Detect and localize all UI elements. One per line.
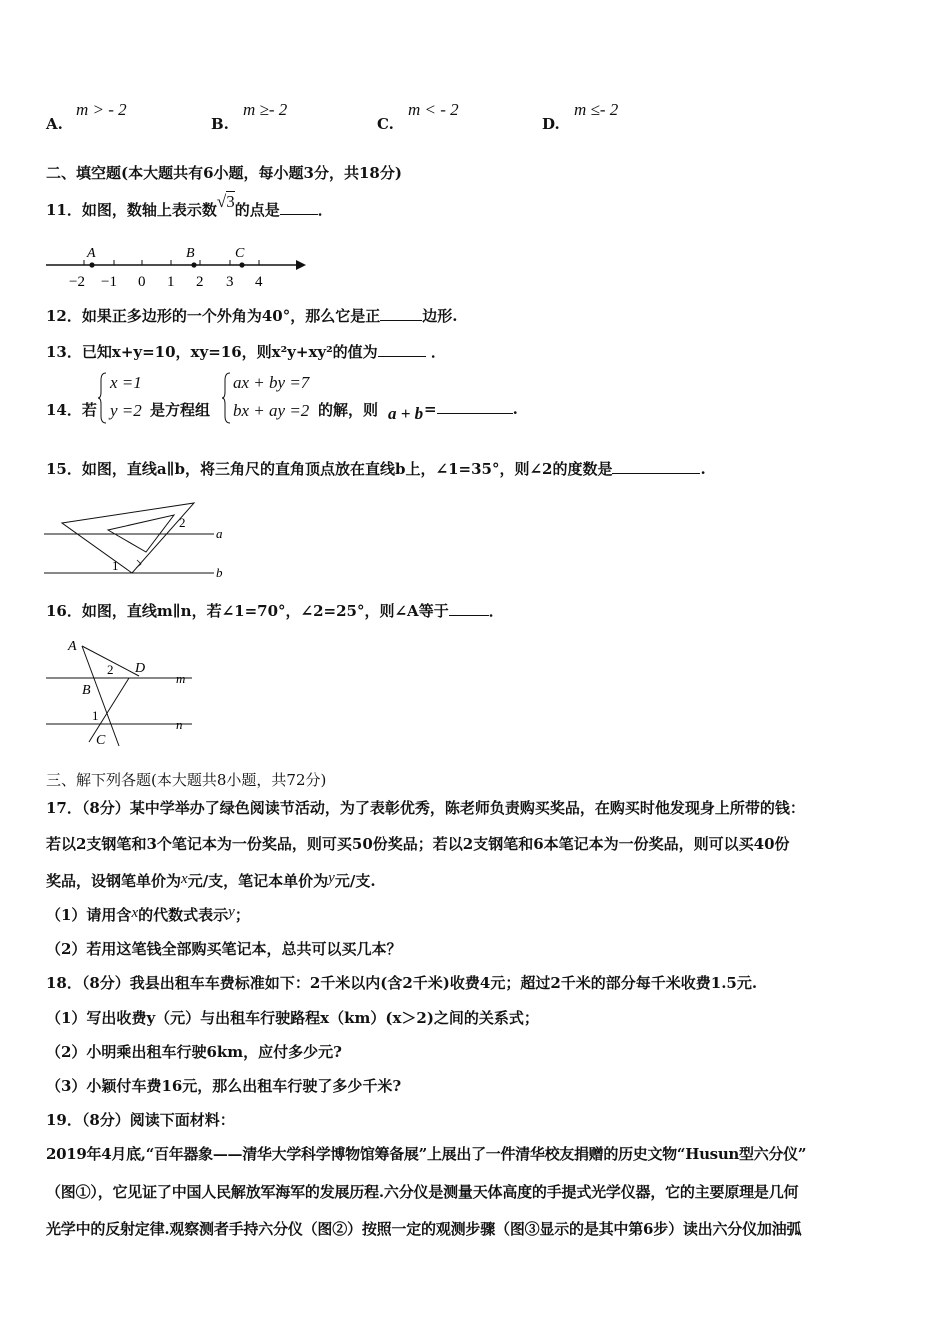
q19-line4: 光学中的反射定律.观察测者手持六分仪（图②）按照一定的观测步骤（图③显示的是其中第6步）读出六分仪加油弧 <box>46 1220 802 1238</box>
q19-line1: 19．（8分）阅读下面材料： <box>46 1111 235 1129</box>
tick-neg1: −1 <box>101 274 117 290</box>
q13-text: 13．已知x+y=10，xy=16，则x²y+xy²的值为 <box>46 343 378 361</box>
q17-line3 <box>46 870 376 891</box>
option-d-expr: m ≤- 2 <box>574 100 619 119</box>
q14-pre: 14．若 <box>46 401 97 419</box>
fig16-label-2: 2 <box>107 662 114 677</box>
label-c: C <box>235 246 245 261</box>
question-11: 11．如图，数轴上表示数√3的点是 ． <box>46 192 333 219</box>
q11-blank[interactable] <box>280 200 318 215</box>
q14-blank[interactable] <box>437 399 513 414</box>
var-x-2: x <box>131 905 139 921</box>
tick-neg2: −2 <box>69 274 85 290</box>
fig15-label-1: 1 <box>112 558 119 573</box>
q12-post: 边形. <box>422 307 458 325</box>
fig16-label-d: D <box>135 661 146 676</box>
q12-blank[interactable] <box>380 306 422 321</box>
option-b-label: B. <box>211 115 229 133</box>
q18-sub1: （1）写出收费y（元）与出租车行驶路程x（km）(x＞2)之间的关系式； <box>46 1009 539 1027</box>
fig16-label-m: m <box>176 671 186 686</box>
q12-pre: 12．如果正多边形的一个外角为40°，那么它是正 <box>46 307 381 325</box>
q17-line3a: 奖品，设钢笔单价为 <box>46 872 182 890</box>
section3-title: 三、解下列各题(本大题共8小题，共72分) <box>46 771 327 789</box>
fig15-label-b: b <box>216 565 223 580</box>
section2-title: 二、填空题(本大题共有6小题，每小题3分，共18分) <box>46 164 402 182</box>
fig16-label-n: n <box>176 717 183 732</box>
tick-2: 2 <box>196 274 204 290</box>
q17-sub1b: 的代数式表示 <box>138 906 229 924</box>
var-x: x <box>181 871 188 887</box>
figure-16 <box>44 636 214 750</box>
q14-eq: = <box>424 400 437 418</box>
fig16-label-a: A <box>68 639 77 654</box>
q17-sub2: （2）若用这笔钱全部购买笔记本，总共可以买几本？ <box>46 940 402 958</box>
point-b <box>191 262 196 267</box>
option-d-label: D. <box>542 115 560 133</box>
fig15-label-a: a <box>216 526 223 541</box>
tick-0: 0 <box>138 274 146 290</box>
sys1-eq2: y =2 <box>110 401 142 420</box>
brace-1 <box>98 372 108 424</box>
q19-line2: 2019年4月底,“百年器象——清华大学科学博物馆筹备展”上展出了一件清华校友捐赠的历史文物“Husun型六分仪” <box>46 1145 807 1163</box>
q14-post: 的解，则 <box>318 401 379 419</box>
q18-line1: 18．（8分）我县出租车车费标准如下：2千米以内(含2千米)收费4元；超过2千米的部分每千米收费1.5元. <box>46 974 758 992</box>
option-c-label: C. <box>377 115 394 133</box>
fig16-label-c: C <box>96 733 106 748</box>
q17-sub1c: ； <box>234 906 250 924</box>
q11-pre: 11．如图，数轴上表示数 <box>46 201 217 219</box>
q13-blank[interactable] <box>378 342 426 357</box>
var-y-2: y <box>228 904 235 920</box>
brace-2 <box>222 372 232 424</box>
option-a-expr: m > - 2 <box>76 100 127 119</box>
q17-line3c: 元/支. <box>334 872 376 890</box>
q17-line2: 若以2支钢笔和3个笔记本为一份奖品，则可买50份奖品；若以2支钢笔和6本笔记本为一份奖品，则可以买40份 <box>46 835 790 853</box>
option-c-expr: m < - 2 <box>408 100 459 119</box>
option-a-label: A. <box>46 115 63 133</box>
fig15-label-2: 2 <box>179 515 186 530</box>
tick-3: 3 <box>226 274 234 290</box>
q16-blank[interactable] <box>449 601 489 616</box>
question-12 <box>46 305 458 326</box>
q14-tail: = . <box>424 400 518 418</box>
tick-1: 1 <box>167 274 175 290</box>
tick-4: 4 <box>255 274 263 290</box>
q11-post: 的点是 <box>234 201 280 219</box>
question-16: 16．如图，直线m∥n，若∠1=70°，∠2=25°，则∠A等于 ． <box>46 602 504 620</box>
sys2-eq2: bx + ay =2 <box>233 401 310 420</box>
q18-sub3: （3）小颖付车费16元，那么出租车行驶了多少千米? <box>46 1077 402 1095</box>
q17-line1: 17．（8分）某中学举办了绿色阅读节活动，为了表彰优秀，陈老师负责购买奖品，在购买时他发现身上所带的钱： <box>46 799 805 817</box>
question-15: 15．如图，直线a∥b，将三角尺的直角顶点放在直线b上，∠1=35°，则∠2的度数是 . <box>46 460 706 478</box>
q14-expr: a + b <box>388 404 424 423</box>
q15-text: 15．如图，直线a∥b，将三角尺的直角顶点放在直线b上，∠1=35°，则∠2的度数是 <box>46 460 613 478</box>
point-c <box>239 262 244 267</box>
label-a: A <box>87 246 96 261</box>
sys1-eq1: x =1 <box>110 373 142 392</box>
point-a <box>89 262 94 267</box>
q14-mid: 是方程组 <box>150 401 211 419</box>
number-line-figure <box>44 240 314 290</box>
figure-15 <box>44 490 234 582</box>
q18-sub2: （2）小明乘出租车行驶6km，应付多少元? <box>46 1043 342 1061</box>
label-b: B <box>186 246 195 261</box>
sys2-eq1: ax + by =7 <box>233 373 310 392</box>
question-13: 13．已知x+y=10，xy=16，则x²y+xy²的值为 ． <box>46 343 446 361</box>
q15-blank[interactable] <box>612 459 700 474</box>
sqrt-3: √3 <box>216 192 235 211</box>
q19-line3: （图①），它见证了中国人民解放军海军的发展历程.六分仪是测量天体高度的手提式光学仪器，它的主要原理是几何 <box>46 1183 799 1201</box>
q16-text: 16．如图，直线m∥n，若∠1=70°，∠2=25°，则∠A等于 <box>46 602 449 620</box>
fig16-label-b: B <box>82 683 91 698</box>
option-b-expr: m ≥- 2 <box>243 100 288 119</box>
q17-sub1 <box>46 904 250 925</box>
var-y: y <box>328 870 335 886</box>
q17-sub1a: （1）请用含 <box>46 906 132 924</box>
fig16-label-1: 1 <box>92 708 99 723</box>
q17-line3b: 元/支，笔记本单价为 <box>187 872 329 890</box>
